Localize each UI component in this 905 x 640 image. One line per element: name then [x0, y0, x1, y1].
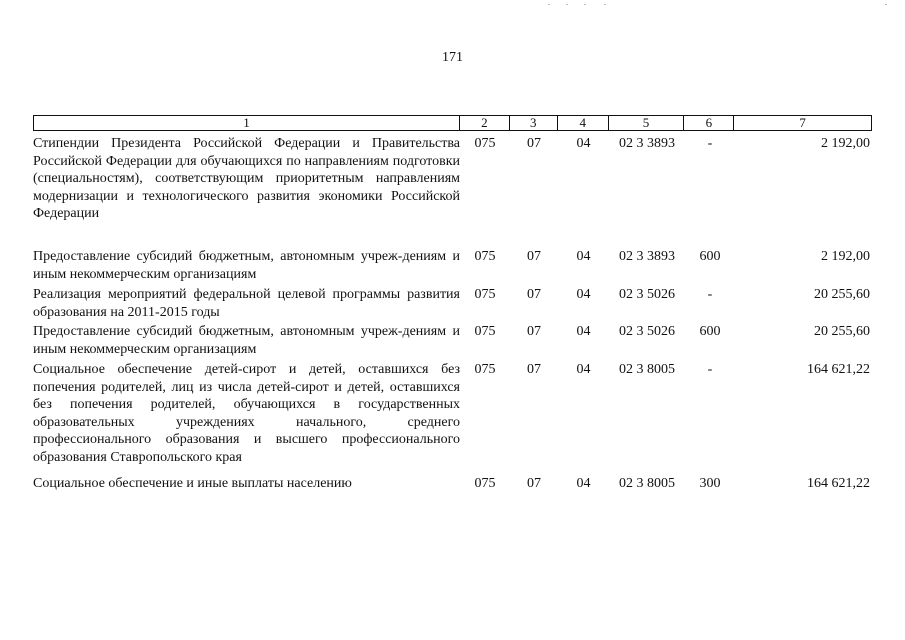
row-col-5: 02 3 3893 [619, 249, 675, 264]
row-col-4: 04 [576, 136, 591, 151]
header-col-5: 5 [609, 116, 685, 130]
row-col-2: 075 [474, 324, 496, 339]
row-col-3: 07 [527, 287, 541, 302]
row-col-5: 02 3 8005 [619, 362, 675, 377]
row-col-6: 600 [699, 324, 721, 339]
header-col-2: 2 [460, 116, 510, 130]
row-col-5: 02 3 5026 [619, 324, 675, 339]
row-description: Предоставление субсидий бюджетным, автономным учреж-дениям и иным некоммерческим организациям [33, 324, 460, 357]
row-description: Социальное обеспечение детей-сирот и детей, оставшихся без попечения родителей, лиц из числа детей-сирот и детей, оставшихся без попечения родителей, обучающихся в государственных образовательных учреждениях начального, среднего профессионального образования и высшего профессионального образования Ставропольского края [33, 362, 460, 465]
header-col-3: 3 [510, 116, 558, 130]
row-col-7: 164 621,22 [807, 476, 870, 491]
row-col-3: 07 [527, 249, 541, 264]
row-col-3: 07 [527, 136, 541, 151]
row-col-7: 2 192,00 [821, 249, 870, 264]
scan-dot [566, 4, 568, 5]
row-description: Реализация мероприятий федеральной целевой программы развития образования на 2011-2015 годы [33, 287, 460, 320]
row-col-7: 20 255,60 [814, 324, 870, 339]
scan-dot [548, 4, 550, 5]
row-col-6: - [707, 136, 713, 151]
row-col-2: 075 [474, 476, 496, 491]
row-description: Стипендии Президента Российской Федерации и Правительства Российской Федерации для обучающихся по направлениям подготовки (специальностям), соответствующим приоритетным направлениям модернизации и технологического развития экономики Российской Федерации [33, 136, 460, 221]
row-col-3: 07 [527, 476, 541, 491]
row-col-7: 20 255,60 [814, 287, 870, 302]
row-description: Социальное обеспечение и иные выплаты населению [33, 476, 352, 491]
scan-dot [885, 4, 887, 5]
row-col-5: 02 3 5026 [619, 287, 675, 302]
row-col-7: 2 192,00 [821, 136, 870, 151]
page-number: 171 [442, 50, 463, 65]
row-col-2: 075 [474, 362, 496, 377]
row-col-2: 075 [474, 249, 496, 264]
row-col-4: 04 [576, 324, 591, 339]
header-col-6: 6 [684, 116, 734, 130]
row-col-6: 300 [699, 476, 721, 491]
table-header [33, 115, 872, 131]
header-col-4: 4 [558, 116, 609, 130]
row-col-5: 02 3 8005 [619, 476, 675, 491]
row-col-2: 075 [474, 287, 496, 302]
row-col-6: - [707, 362, 713, 377]
row-col-4: 04 [576, 476, 591, 491]
header-col-1: 1 [34, 116, 460, 130]
row-col-4: 04 [576, 249, 591, 264]
row-col-6: 600 [699, 249, 721, 264]
row-col-4: 04 [576, 287, 591, 302]
row-col-5: 02 3 3893 [619, 136, 675, 151]
row-col-6: - [707, 287, 713, 302]
header-col-7: 7 [799, 115, 806, 130]
row-col-4: 04 [576, 362, 591, 377]
row-col-3: 07 [527, 324, 541, 339]
scan-dot [584, 4, 586, 5]
row-col-2: 075 [474, 136, 496, 151]
row-description: Предоставление субсидий бюджетным, автономным учреж-дениям и иным некоммерческим организациям [33, 249, 460, 282]
scan-dot [604, 4, 606, 5]
row-col-3: 07 [527, 362, 541, 377]
row-col-7: 164 621,22 [807, 362, 870, 377]
